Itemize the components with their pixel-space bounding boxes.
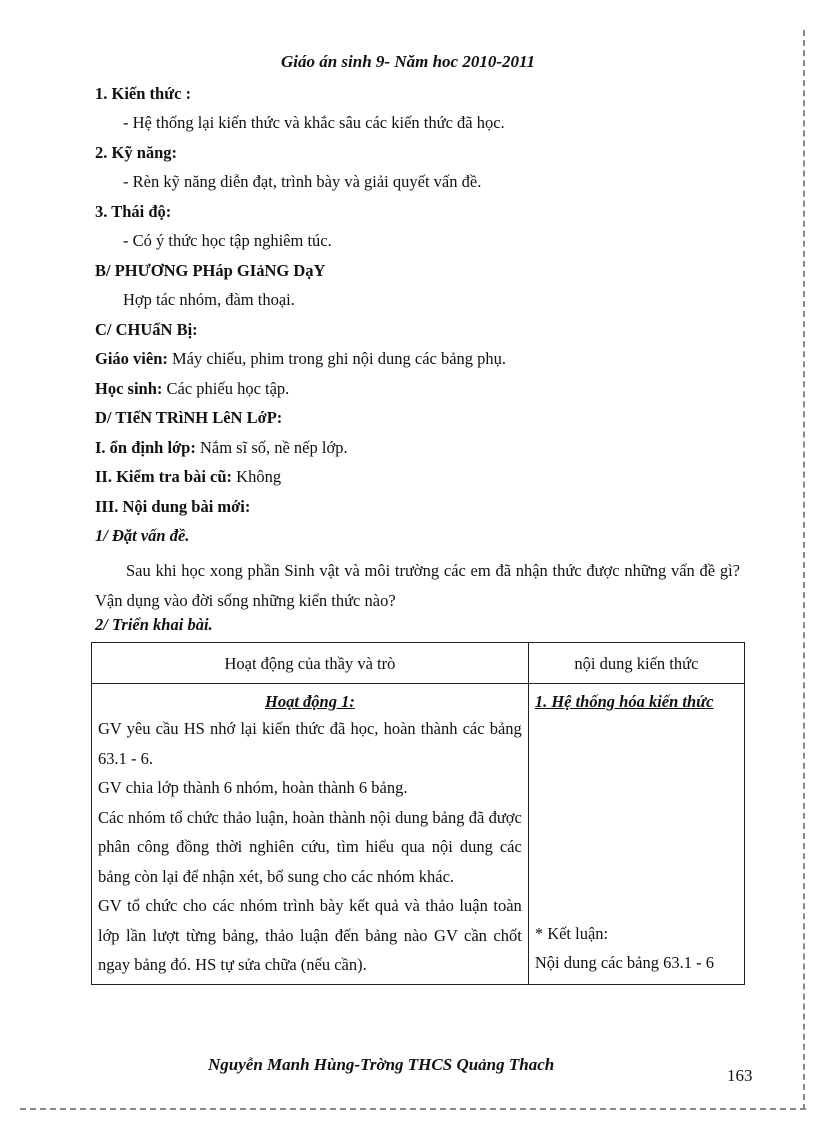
attitude-text: - Có ý thức học tập nghiêm túc. <box>123 231 332 250</box>
intro-text: Sau khi học xong phần Sinh vật và môi trường các em đã nhận thức được những vấn đề gì? Vận dụng vào đời sống những kiến thức nào? <box>95 561 740 610</box>
page-number: 163 <box>727 1066 753 1085</box>
knowledge-title: 1. Hệ thống hóa kiến thức <box>534 692 714 711</box>
activity-paragraph: GV chia lớp thành 6 nhóm, hoàn thành 6 bảng. <box>98 778 408 797</box>
knowledge-heading: 1. Kiến thức : <box>95 84 192 103</box>
page-header: Giáo án sinh 9- Năm hoc 2010-2011 <box>280 52 536 71</box>
method-text: Hợp tác nhóm, đàm thoại. <box>123 290 295 309</box>
header-knowledge: nội dung kiến thức <box>528 643 744 684</box>
page-border-bottom <box>20 1108 806 1113</box>
skills-text: - Rèn kỹ năng diễn đạt, trình bày và giải quyết vấn đề. <box>123 172 482 191</box>
stabilize-label: I. ổn định lớp: <box>95 438 196 457</box>
conclusion-label: * Kết luận: <box>534 923 609 943</box>
student-label: Học sinh: <box>95 379 163 398</box>
teacher-text: Máy chiếu, phim trong ghi nội dung các bảng phụ. <box>167 349 507 368</box>
intro-heading: 1/ Đặt vấn đề. <box>95 526 190 545</box>
header-activities: Hoạt động của thầy và trò <box>92 643 529 684</box>
knowledge-text: - Hệ thống lại kiến thức và khắc sâu các kiến thức đã học. <box>123 113 505 132</box>
conclusion-block <box>535 919 714 978</box>
student-text: Các phiếu học tập. <box>162 379 290 398</box>
skills-heading: 2. Kỹ năng: <box>95 143 178 162</box>
preparation-teacher <box>95 349 506 369</box>
activity-paragraph: Các nhóm tổ chức thảo luận, hoàn thành nội dung bảng đã được phân công đồng thời nghiên cứu, tìm hiểu qua nội dung các bảng còn lại để nhận xét, bổ sung cho các nhóm khác. <box>98 807 522 886</box>
table-header-row <box>92 643 745 684</box>
preparation-heading: C/ CHUẩN Bị: <box>95 320 198 339</box>
attitude-heading: 3. Thái độ: <box>95 202 172 221</box>
activities-cell <box>92 684 529 985</box>
activity-paragraph: GV yêu cầu HS nhớ lại kiến thức đã học, hoàn thành các bảng 63.1 - 6. <box>98 719 522 768</box>
conclusion-text: Nội dung các bảng 63.1 - 6 <box>534 953 714 972</box>
stabilize-text: Nắm sĩ số, nề nếp lớp. <box>195 438 348 457</box>
activity-title: Hoạt động 1: <box>264 692 355 711</box>
preparation-student <box>95 379 289 399</box>
lesson-table <box>91 642 745 985</box>
table-row <box>92 684 745 985</box>
process-heading: D/ TIếN TRìNH LêN LớP: <box>95 408 283 427</box>
knowledge-cell <box>528 684 744 985</box>
new-lesson-heading: III. Nội dung bài mới: <box>95 497 251 516</box>
review-label: II. Kiểm tra bài cũ: <box>95 467 233 486</box>
review-line <box>95 467 281 487</box>
deploy-heading: 2/ Triển khai bài. <box>95 615 213 634</box>
teacher-label: Giáo viên: <box>95 349 168 368</box>
stabilize-line <box>95 438 348 458</box>
page-border-right <box>803 30 808 1110</box>
page-footer: Nguyễn Manh Hùng-Trờng THCS Quảng Thach <box>208 1055 555 1074</box>
activity-paragraph: GV tổ chức cho các nhóm trình bày kết quả và thảo luận toàn lớp lần lượt từng bảng, thảo luận đến bảng nào GV cần chốt ngay bảng đó. HS tự sửa chữa (nếu cần). <box>98 896 522 974</box>
review-text: Không <box>232 467 282 486</box>
method-heading: B/ PHƯƠNG PHáp GIảNG DạY <box>95 261 326 280</box>
